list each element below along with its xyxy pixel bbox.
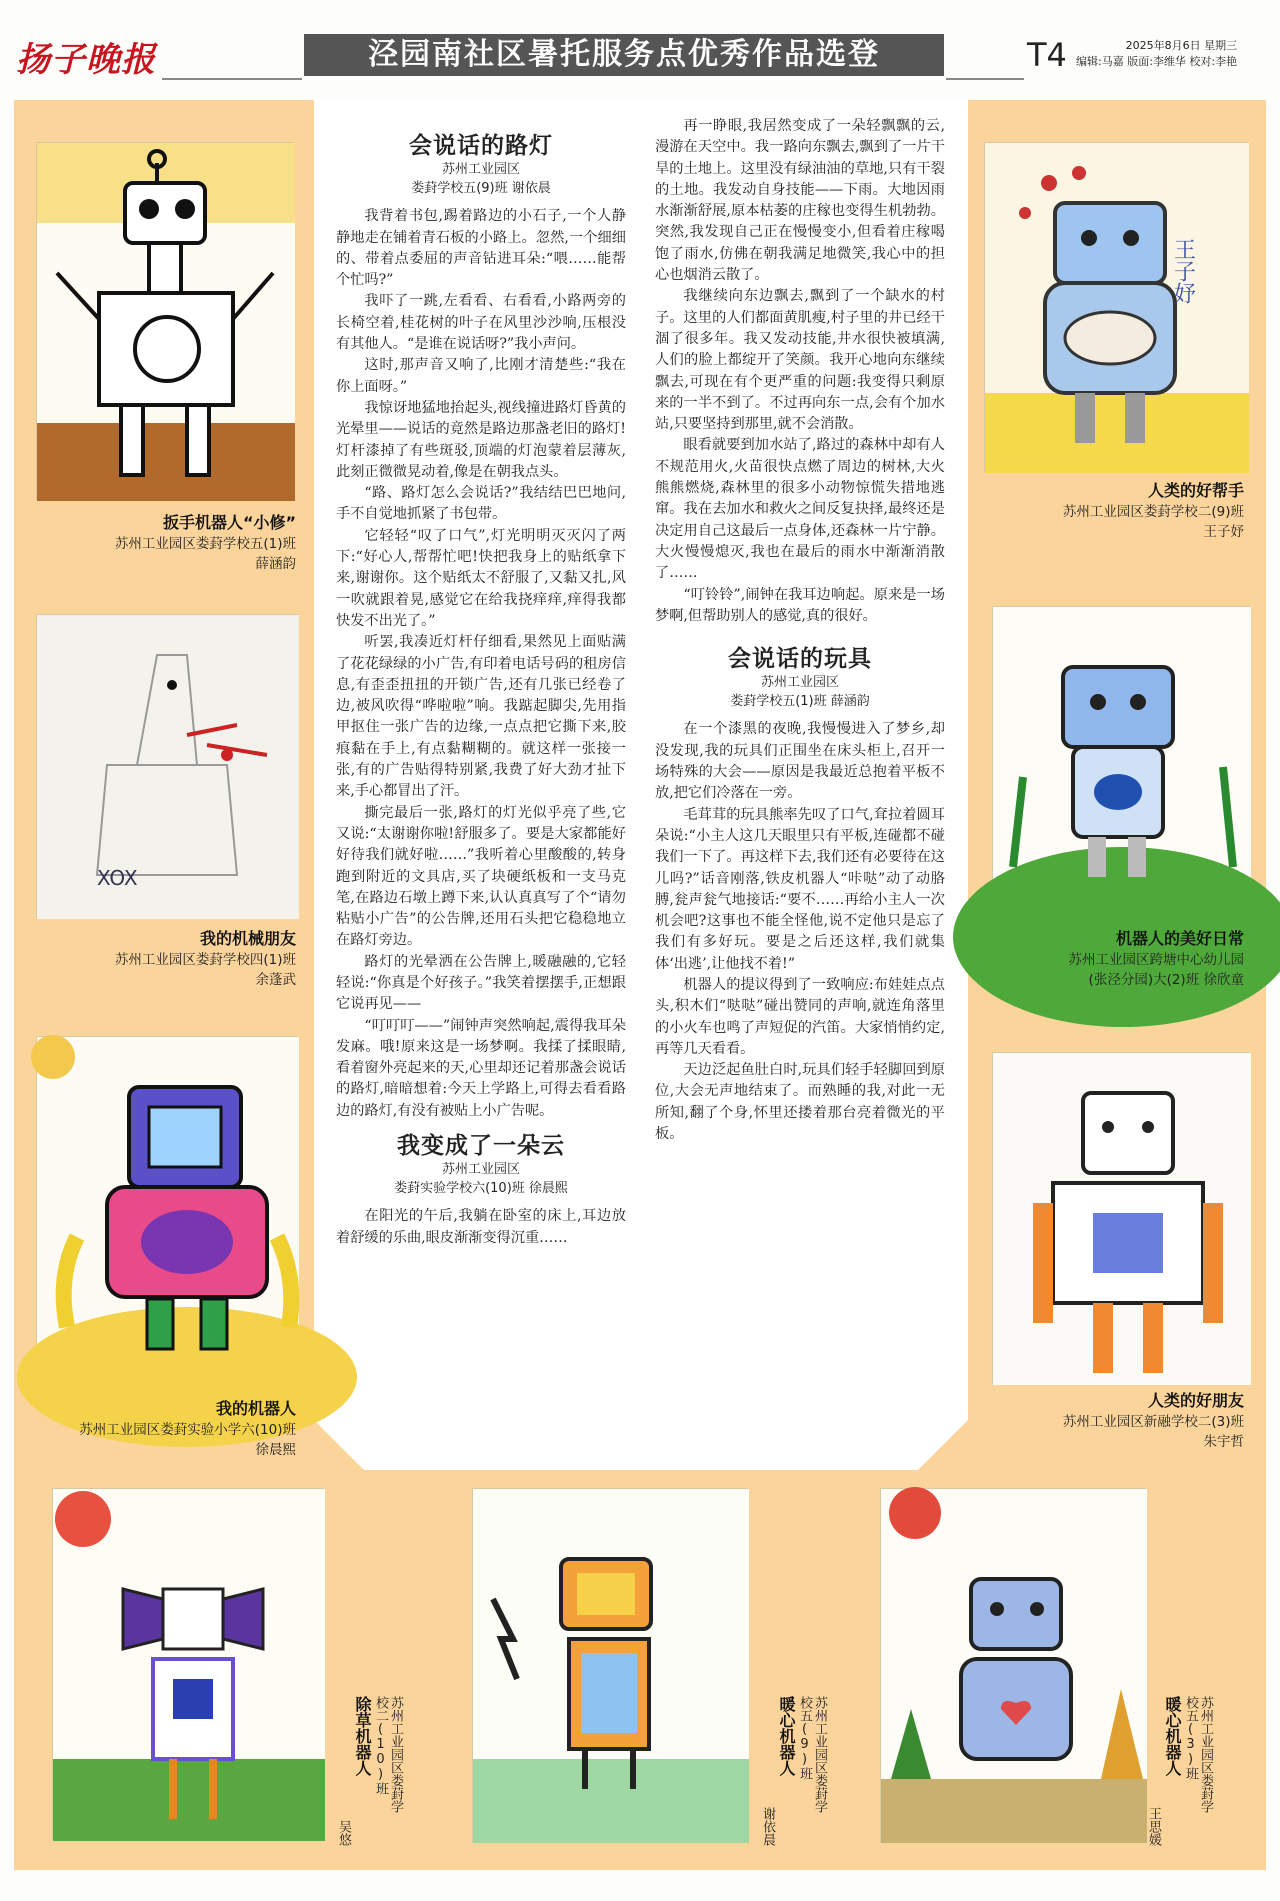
artwork-author: 余蓬武 — [255, 972, 296, 988]
paragraph: 这时,那声音又响了,比刚才清楚些:“我在你上面呀。” — [336, 357, 626, 395]
signature-text: 王子妤 — [1170, 238, 1196, 304]
article-author: 娄葑学校五(9)班 谢依晨 — [411, 181, 551, 197]
artwork-school: 苏州工业园区娄葑学校五(3)班 — [1183, 1696, 1213, 1813]
artwork-title: 我的机器人 — [215, 1399, 296, 1418]
good-friend-drawing — [993, 1053, 1251, 1385]
paragraph: 我继续向东边飘去,飘到了一个缺水的村子。这里的人们都面黄肌瘦,村子里的井已经干涸了很多年。我又发动技能,井水很快被填满,人们的脸上都绽开了笑颜。我开心地向东继续飘去,可现在有个更严重的问题:我变得只剩原来的一半不到了。不过再向东一点,会有个加水站,只要坚持到那里,就不会消散。 — [655, 288, 945, 433]
article-school: 苏州工业园区 — [441, 162, 520, 178]
article-column-2 — [655, 116, 945, 1145]
artwork-mechanical-friend — [36, 614, 298, 918]
paragraph: 在一个漆黑的夜晚,我慢慢进入了梦乡,却没发现,我的玩具们正围坐在床头柜上,召开一场特殊的大会——原因是我最近总抱着平板不放,把它们冷落在一旁。 — [655, 721, 945, 802]
artwork-title: 机器人的美好日常 — [1115, 929, 1244, 948]
paragraph: 它轻轻“叹了口气”,灯光明明灭灭闪了两下:“好心人,帮帮忙吧!快把我身上的贴纸拿下来,谢谢你。这个贴纸太不舒服了,又黏又扎,风一吹就跟着晃,感觉它在给我挠痒痒,痒得我都快发不出光了。” — [336, 527, 626, 629]
artwork-author: 吴悠 — [336, 1820, 351, 1846]
artwork-caption — [40, 1398, 296, 1460]
paragraph: 机器人的提议得到了一致响应:布娃娃点点头,积木们“哒哒”碰出赞同的声响,就连角落里的小火车也鸣了声短促的汽笛。大家悄悄约定,再等几天看看。 — [655, 976, 945, 1057]
mechanical-friend-drawing — [37, 615, 299, 919]
paragraph: 天边泛起鱼肚白时,玩具们轻手轻脚回到原位,大会无声地结束了。而熟睡的我,对此一无所知,翻了个身,怀里还搂着那台亮着微光的平板。 — [655, 1062, 945, 1143]
good-helper-drawing — [985, 143, 1249, 473]
artwork-school: 苏州工业园区娄葑学校五(9)班 — [797, 1696, 827, 1813]
beautiful-daily-drawing — [993, 607, 1251, 921]
artwork-school: 苏州工业园区跨塘中心幼儿园 — [1068, 952, 1244, 968]
masthead-rule-left — [162, 78, 302, 80]
paragraph: “叮叮叮——”闹钟声突然响起,震得我耳朵发麻。哦!原来这是一场梦啊。我揉了揉眼睛,看着窗外亮起来的天,心里却还记着那盏会说话的路灯,暗暗想着:今天上学路上,可得去看看路边的路灯,有没有被贴上小广告呢。 — [336, 1017, 626, 1119]
artwork-title: 人类的好帮手 — [1147, 481, 1244, 500]
artwork-my-robot — [36, 1036, 298, 1386]
artwork-caption-vertical — [336, 1696, 403, 1846]
artwork-author: 谢依晨 — [760, 1807, 775, 1846]
article-school: 苏州工业园区 — [441, 1162, 520, 1178]
artwork-caption — [984, 480, 1244, 542]
masthead — [12, 28, 1264, 86]
xox-text: XOX — [97, 866, 138, 890]
artwork-good-helper — [984, 142, 1248, 472]
artwork-caption — [40, 928, 296, 990]
paragraph: 再一睁眼,我居然变成了一朵轻飘飘的云,漫游在天空中。我一路向东飘去,飘到了一片干旱的土地上。这里没有绿油油的草地,只有干裂的土地。我发动自身技能——下雨。大地因雨水渐渐舒展,原本枯萎的庄稼也变得生机勃勃。突然,我发现自己正在慢慢变小,但看着庄稼喝饱了雨水,仿佛在朝我满足地微笑,我心中的担心也烟消云散了。 — [655, 118, 945, 284]
editor-credits: 编辑:马嘉 版面:李维华 校对:李艳 — [1076, 55, 1238, 68]
artwork-title: 扳手机器人“小修” — [162, 513, 296, 532]
artwork-school: 苏州工业园区娄葑学校二(10)班 — [373, 1696, 403, 1813]
artwork-author: 薛涵韵 — [255, 556, 296, 572]
article-column-1 — [336, 133, 626, 1246]
paragraph: 在阳光的午后,我躺在卧室的床上,耳边放着舒缓的乐曲,眼皮渐渐变得沉重…… — [336, 1208, 626, 1246]
artwork-title: 暖心机器人 — [777, 1696, 796, 1776]
paragraph: 我背着书包,踢着路边的小石子,一个人静静地走在铺着青石板的小路上。忽然,一个细细的、带着点委屈的声音钻进耳朵:“喂……能帮个忙吗?” — [336, 208, 626, 289]
artwork-school: 苏州工业园区娄葑实验小学六(10)班 — [79, 1422, 296, 1438]
paragraph: “叮铃铃”,闹钟在我耳边响起。原来是一场梦啊,但帮助别人的感觉,真的很好。 — [655, 586, 945, 624]
artwork-school: 苏州工业园区娄葑学校四(1)班 — [114, 952, 296, 968]
artwork-author: 王子妤 — [1203, 524, 1244, 540]
dateline — [1076, 38, 1237, 70]
artwork-title: 除草机器人 — [353, 1696, 372, 1776]
article-author: 娄葑学校五(1)班 薛涵韵 — [730, 694, 870, 710]
article-school: 苏州工业园区 — [760, 675, 839, 691]
artwork-school: 苏州工业园区新融学校二(3)班 — [1062, 1414, 1244, 1430]
artwork-title: 暖心机器人 — [1163, 1696, 1182, 1776]
paragraph: 撕完最后一张,路灯的灯光似乎亮了些,它又说:“太谢谢你啦!舒服多了。要是大家都能好好待我们就好啦……”我听着心里酸酸的,转身跑到附近的文具店,买了块硬纸板和一支马克笔,在路边石墩上蹲下来,认认真真写了个“请勿粘贴小广告”的公告牌,还用石头把它稳稳地立在路灯旁边。 — [336, 804, 626, 949]
artwork-school: 苏州工业园区娄葑学校五(1)班 — [114, 536, 296, 552]
paragraph: 眼看就要到加水站了,路过的森林中却有人不规范用火,火苗很快点燃了周边的树林,大火熊熊燃烧,森林里的很多小动物惊慌失措地逃窜。我在去加水和救火之间反复抉择,最终还是决定用自己这最后一点身体,还森林一片宁静。大火慢慢熄灭,我也在最后的雨水中渐渐消散了…… — [655, 437, 945, 582]
artwork-weeding-robot — [52, 1488, 324, 1840]
artwork-caption — [984, 928, 1244, 990]
artwork-school-2: (张泾分园)大(2)班 徐欣童 — [1088, 972, 1244, 988]
artwork-good-friend — [992, 1052, 1250, 1384]
newspaper-logo: 扬子晚报 — [16, 40, 156, 80]
issue-date: 2025年8月6日 星期三 — [1125, 39, 1238, 52]
article-title: 会说话的路灯 — [409, 133, 553, 159]
paragraph: 我惊讶地猛地抬起头,视线撞进路灯昏黄的光晕里——说话的竟然是路边那盏老旧的路灯!灯杆漆掉了有些斑驳,顶端的灯泡蒙着层薄灰,此刻正微微晃动着,像是在朝我点头。 — [336, 399, 626, 480]
my-robot-drawing — [37, 1037, 299, 1387]
paragraph: 听罢,我凑近灯杆仔细看,果然见上面贴满了花花绿绿的小广告,有印着电话号码的租房信息,有歪歪扭扭的开锁广告,还有几张已经卷了边,被风吹得“哗啦啦”响。我踮起脚尖,先用指甲抠住一张广告的边缘,一点点把它撕下来,胶痕黏在手上,有点黏糊糊的。就这样一张接一张,有的广告贴得特别紧,我费了好大劲才扯下来,手心都冒出了汗。 — [336, 634, 626, 800]
warm-robot-1-drawing — [473, 1489, 749, 1843]
artwork-caption-vertical — [760, 1696, 827, 1846]
artwork-warm-robot-1 — [472, 1488, 748, 1842]
artwork-title: 我的机械朋友 — [199, 929, 296, 948]
article-author: 娄葑实验学校六(10)班 徐晨熙 — [394, 1181, 568, 1197]
page-banner: 泾园南社区暑托服务点优秀作品选登 — [304, 34, 944, 76]
artwork-beautiful-daily — [992, 606, 1250, 920]
article-title: 会说话的玩具 — [728, 646, 872, 673]
paragraph: “路、路灯怎么会说话?”我结结巴巴地问,手不自觉地抓紧了书包带。 — [336, 485, 626, 523]
paragraph: 路灯的光晕洒在公告牌上,暖融融的,它轻轻说:“你真是个好孩子。”我笑着摆摆手,正想跟它说再见—— — [336, 953, 626, 1013]
artwork-author: 王思媛 — [1146, 1807, 1161, 1846]
warm-robot-2-drawing — [881, 1489, 1147, 1843]
paragraph: 毛茸茸的玩具熊率先叹了口气,耷拉着圆耳朵说:“小主人这几天眼里只有平板,连碰都不碰我们一下了。再这样下去,我们还有必要待在这儿吗?”话音刚落,铁皮机器人“咔哒”动了动胳膊,瓮声瓮气地接话:“要不……再给小主人一次机会吧?这事也不能全怪他,说不定他只是忘了我们有多好玩。要是之后还这样,我们就集体‘出逃’,让他找不着!” — [655, 806, 945, 972]
artwork-author: 徐晨熙 — [255, 1442, 296, 1458]
masthead-rule-mid — [946, 78, 1024, 80]
artwork-caption-vertical — [1146, 1696, 1213, 1846]
wrench-robot-drawing — [37, 143, 295, 501]
artwork-caption — [40, 512, 296, 574]
page-number: T4 — [1027, 36, 1067, 74]
weeding-robot-drawing — [53, 1489, 325, 1841]
artwork-wrench-robot — [36, 142, 294, 500]
artwork-warm-robot-2 — [880, 1488, 1146, 1842]
paragraph: 我吓了一跳,左看看、右看看,小路两旁的长椅空着,桂花树的叶子在风里沙沙响,压根没有其他人。“是谁在说话呀?”我小声问。 — [336, 293, 626, 353]
artwork-title: 人类的好朋友 — [1147, 1391, 1244, 1410]
article-title: 我变成了一朵云 — [397, 1133, 565, 1160]
artwork-school: 苏州工业园区娄葑学校二(9)班 — [1062, 504, 1244, 520]
artwork-caption — [984, 1390, 1244, 1452]
artwork-author: 朱宇哲 — [1203, 1434, 1244, 1450]
